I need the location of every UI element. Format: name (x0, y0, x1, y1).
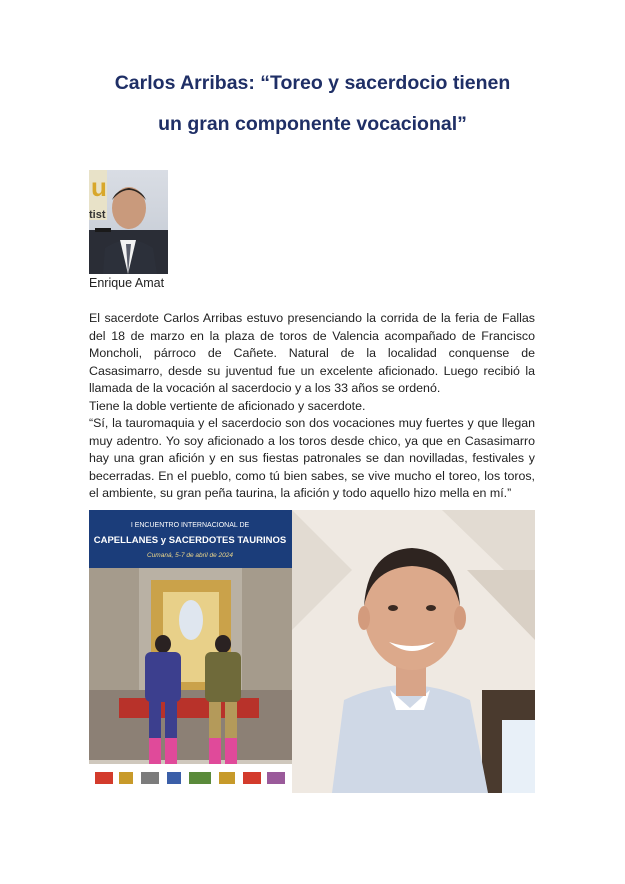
body-paragraph: El sacerdote Carlos Arribas estuvo presenciando la corrida de la feria de Fallas del 18 de marzo en la plaza de toros de Valencia acompañado de Francisco Moncholi, párroco de Cañete. Natural de la localidad conquense de Casasimarro, desde su juventud fue un excelente aficionado. Luego recibió la llamada de la vocación al sacerdocio y a los 33 años se ordenó. (89, 311, 535, 395)
poster-line-2: CAPELLANES y SACERDOTES TAURINOS (93, 535, 287, 546)
poster-line-3: Cumaná, 5-7 de abril de 2024 (146, 552, 234, 559)
body-paragraph: Tiene la doble vertiente de aficionado y sacerdote. (89, 398, 366, 413)
article-body (89, 310, 535, 503)
article-title-line-1: Carlos Arribas: “Toreo y sacerdocio tienen (114, 72, 511, 94)
article-title-line-2: un gran componente vocacional” (158, 113, 467, 135)
body-paragraph: “Sí, la tauromaquia y el sacerdocio son dos vocaciones muy fuertes y que llegan muy adentro. Yo soy aficionado a los toros desde chico, ya que en Casasimarro hay una gran afición y en sus fiestas patronales se dan novilladas, festivales y becerradas. En el pueblo, como tú bien sabes, se vive mucho el toreo, los toros, el ambiente, su gran peña taurina, la afición y todo aquello hizo mella en mí.” (89, 416, 535, 500)
priest-photo (292, 510, 535, 793)
portrait-sign-letter: u (91, 172, 107, 202)
author-portrait (89, 170, 168, 274)
portrait-sign-word: tist (89, 209, 106, 221)
article-author: Enrique Amat (89, 276, 165, 290)
event-poster-image (89, 510, 292, 793)
poster-line-1: I ENCUENTRO INTERNACIONAL DE (130, 522, 250, 529)
